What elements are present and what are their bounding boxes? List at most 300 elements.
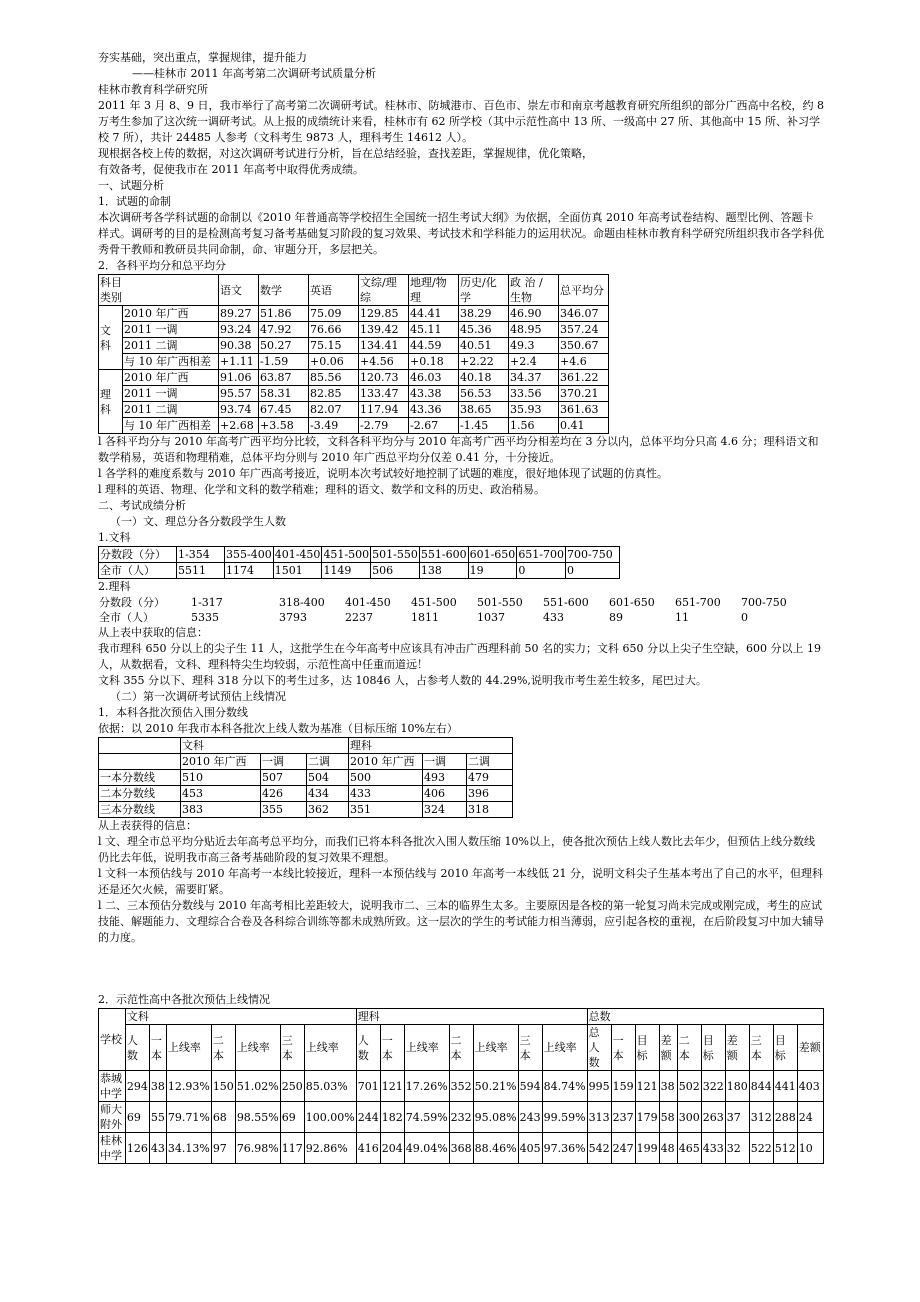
table-cell: 433	[349, 786, 423, 802]
table-cell: 37	[725, 1102, 749, 1133]
table-cell: 1149	[322, 563, 371, 579]
table-cell: 12.93%	[166, 1071, 211, 1102]
cutoff-score-table	[98, 737, 513, 818]
table-cell: 995	[587, 1071, 611, 1102]
table-cell: 79.71%	[166, 1102, 211, 1133]
table-cell: 51.02%	[235, 1071, 280, 1102]
table-cell: 247	[611, 1133, 635, 1164]
sub-heading: （一）文、理总分各分数段学生人数	[110, 515, 286, 528]
table-cell: 368	[449, 1133, 473, 1164]
body-paragraph: 本次调研考各学科试题的命制以《2010 年普通高等学校招生全国统一招生考试大纲》为依据，全面仿真 2010 年高考试卷结构、题型比例、答题卡样式。调研考的目的是检测高考复习备考基础复习阶段的复习效果、考试技术和学科能力的运用状况。命题由桂林市教育科学研究所组织我市各学科优秀骨干教师和教研员共同命制，命、审题分开，多层把关。	[98, 211, 824, 256]
table-cell: 601-650	[469, 548, 516, 561]
table-cell: 244	[356, 1102, 380, 1133]
like-score-distribution-table	[98, 595, 800, 625]
intro-paragraph: 2011 年 3 月 8、9 日，我市举行了高考第二次调研考试。桂林市、防城港市、百色市、崇左市和南京考越教育研究所组织的部分广西高中名校，约 8 万考生参加了这次统一调研考试。从上报的成绩统计来看，桂林市有 62 所学校（其中示范性高中 13 所、一级高中 27 所、其他高中 15 所、补习学校 7 所），共计 24485 人参考（文科考生 9873 人，理科考生 14612 人）。	[98, 99, 824, 144]
table-cell: 362	[307, 802, 349, 818]
table-cell: 322	[701, 1071, 725, 1102]
table-header-cell: 一调	[261, 754, 307, 770]
table-cell: 97	[211, 1133, 235, 1164]
table-header-cell: 2010 年广西	[181, 754, 261, 770]
table-row	[99, 322, 609, 338]
table-cell: 38	[149, 1071, 166, 1102]
table-header-cell: 差额	[659, 1025, 677, 1071]
table-cell: +2.22	[459, 354, 509, 370]
table-cell: 10	[797, 1133, 823, 1164]
table-cell: -2.79	[359, 418, 409, 434]
table-cell: 405	[518, 1133, 542, 1164]
table-cell: 361.63	[559, 402, 609, 418]
table-header-cell: 目标	[773, 1025, 797, 1071]
table-row	[99, 563, 620, 579]
table-cell: 43.36	[409, 402, 459, 418]
table-cell: 50.21%	[473, 1071, 518, 1102]
bullet-item: l 各学科的难度系数与 2010 年广西高考接近，说明本次考试较好地控制了试题的难度，很好地体现了试题的仿真性。	[98, 467, 668, 480]
table-cell: 全市（人）	[99, 563, 177, 579]
table-header-cell: 总数	[587, 1009, 823, 1025]
table-cell: 199	[635, 1133, 659, 1164]
row-label-cell: 师大附外	[99, 1102, 126, 1133]
table-cell: 701	[356, 1071, 380, 1102]
table-cell: 75.15	[309, 338, 359, 354]
table-header-cell: 二本	[677, 1025, 701, 1071]
info-heading: 从上表获得的信息：	[98, 819, 197, 832]
table-cell: 93.24	[219, 322, 259, 338]
table-cell: 11	[675, 611, 689, 624]
table-cell: 383	[181, 802, 261, 818]
row-label-cell: 二本分数线	[99, 786, 181, 802]
table-header-cell: 文科	[181, 738, 349, 754]
table-cell: 243	[518, 1102, 542, 1133]
table-row	[99, 786, 513, 802]
table-cell: +4.56	[359, 354, 409, 370]
table-cell: 91.06	[219, 370, 259, 386]
table-cell: 288	[773, 1102, 797, 1133]
sub-heading: （二）第一次调研考试预估上线情况	[110, 690, 286, 703]
table-header-cell: 文综/理综	[359, 275, 409, 306]
table-header-cell: 一本	[380, 1025, 404, 1071]
table-cell: 500	[349, 770, 423, 786]
table-header-cell: 二调	[307, 754, 349, 770]
table-cell: 0	[741, 611, 748, 624]
table-cell: 126	[125, 1133, 149, 1164]
table-cell: 204	[380, 1133, 404, 1164]
table-cell: 74.59%	[404, 1102, 449, 1133]
document-page	[98, 50, 824, 1164]
row-label-cell: 桂林中学	[99, 1133, 126, 1164]
table-cell: 501-550	[477, 596, 523, 609]
table-row	[99, 1133, 824, 1164]
table-cell: 134.41	[359, 338, 409, 354]
table-cell: 40.18	[459, 370, 509, 386]
table-header-cell: 差额	[797, 1025, 823, 1071]
table-cell: 63.87	[259, 370, 309, 386]
table-cell: 69	[125, 1102, 149, 1133]
sub-heading: 1．本科各批次预估入围分数线	[98, 706, 248, 719]
table-header-cell: 上线率	[473, 1025, 518, 1071]
table-cell: 453	[181, 786, 261, 802]
table-header-cell: 上线率	[304, 1025, 356, 1071]
table-header-cell: 总平均分	[559, 275, 609, 306]
table-cell: 403	[797, 1071, 823, 1102]
table-header-cell: 政 治 / 生物	[509, 275, 559, 306]
table-cell: 426	[261, 786, 307, 802]
table-cell: 49.3	[509, 338, 559, 354]
bullet-item: l 各科平均分与 2010 年高考广西平均分比较，文科各科平均分与 2010 年高考广西平均分相差均在 3 分以内，总体平均分只高 4.6 分；理科语文和数学稍易，英语和物理稍难，总体平均分则与 2010 年广西总平均分仅差 0.41 分，十分接近。	[98, 435, 819, 464]
table-cell: 33.56	[509, 386, 559, 402]
table-header-cell: 上线率	[235, 1025, 280, 1071]
table-cell: 355	[261, 802, 307, 818]
table-cell: 551-600	[543, 596, 589, 609]
table-cell: 357.24	[559, 322, 609, 338]
table-cell: 138	[419, 563, 468, 579]
table-header-cell: 上线率	[166, 1025, 211, 1071]
doc-org: 桂林市教育科学研究所	[98, 83, 208, 96]
table-cell: 99.59%	[542, 1102, 587, 1133]
table-cell: 237	[611, 1102, 635, 1133]
table-cell: 150	[211, 1071, 235, 1102]
table-cell: 370.21	[559, 386, 609, 402]
table-header-cell: 数学	[259, 275, 309, 306]
table-cell: 601-650	[609, 596, 655, 609]
bullet-item: l 二、三本预估分数线与 2010 年高考相比差距较大，说明我市二、三本的临界生太多。主要原因是各校的第一轮复习尚未完成或刚完成，考生的应试技能、解题能力、文理综合合卷及各科综合训练等都未成熟所致。这一层次的学生的考试能力相当薄弱，应引起各校的重视，在后阶段复习中加大辅导的力度。	[98, 899, 824, 944]
table-cell: 58.31	[259, 386, 309, 402]
table-cell: 1811	[411, 611, 439, 624]
table-cell: 351	[349, 802, 423, 818]
table-cell: 89.27	[219, 306, 259, 322]
table-cell: 510	[181, 770, 261, 786]
table-header-cell: 一调	[423, 754, 467, 770]
table-cell: 98.55%	[235, 1102, 280, 1133]
table-cell: 97.36%	[542, 1133, 587, 1164]
sub-heading: 1．试题的命制	[98, 195, 171, 208]
table-header-cell: 英语	[309, 275, 359, 306]
table-cell: 51.86	[259, 306, 309, 322]
table-cell: 506	[371, 563, 420, 579]
table-cell: 100.00%	[304, 1102, 356, 1133]
table-cell: 294	[125, 1071, 149, 1102]
table-cell: 120.73	[359, 370, 409, 386]
table-header-cell: 学校	[99, 1009, 126, 1071]
table-cell: 40.51	[459, 338, 509, 354]
table-cell: 45.36	[459, 322, 509, 338]
table-row	[99, 418, 609, 434]
sub-heading: 2．示范性高中各批次预估上线情况	[98, 993, 270, 1006]
table-row	[99, 306, 609, 322]
body-paragraph: 我市理科 650 分以上的尖子生 11 人，这批学生在今年高考中应该具有冲击广西理科前 50 名的实力；文科 650 分以上尖子生空缺，600 分以上 19 人，从数据看，文科、理科特尖生均较弱，示范性高中任重而道远！	[98, 642, 821, 671]
body-paragraph: 文科 355 分以下、理科 318 分以下的考生过多，达 10846 人，占参考人数的 44.29%,说明我市考生差生较多，尾巴过大。	[98, 674, 707, 687]
table-cell: 1501	[273, 563, 322, 579]
table-cell: 分数段（分）	[99, 547, 177, 563]
table-cell: 117	[280, 1133, 304, 1164]
table-cell: 46.90	[509, 306, 559, 322]
school-cutoff-table	[98, 1008, 824, 1164]
table-cell: 68	[211, 1102, 235, 1133]
intro-paragraph: 有效备考，促使我市在 2011 年高考中取得优秀成绩。	[98, 163, 364, 176]
table-cell: 50.27	[259, 338, 309, 354]
table-cell: 232	[449, 1102, 473, 1133]
table-cell: 5335	[191, 611, 219, 624]
table-cell: 89	[609, 611, 623, 624]
table-cell: 263	[701, 1102, 725, 1133]
table-cell: 300	[677, 1102, 701, 1133]
section-heading: 一、试题分析	[98, 179, 164, 192]
table-cell: 85.03%	[304, 1071, 356, 1102]
table-cell: 5511	[177, 563, 225, 579]
table-cell: 分数段（分）	[99, 596, 165, 609]
table-cell: 19	[468, 563, 517, 579]
table-cell: 522	[749, 1133, 773, 1164]
table-header-cell: 上线率	[404, 1025, 449, 1071]
table-cell: 17.26%	[404, 1071, 449, 1102]
table-cell: 551-600	[420, 548, 467, 561]
table-cell: -1.59	[259, 354, 309, 370]
table-row	[99, 1071, 824, 1102]
table-row	[99, 386, 609, 402]
bullet-item: l 文、理全市总平均分贴近去年高考总平均分，而我们已将本科各批次入围人数压缩 10%以上，使各批次预估上线人数比去年少，但预估上线分数线仍比去年低，说明我市高三备考基础阶段的复习效果不理想。	[98, 835, 815, 864]
table-cell: 504	[307, 770, 349, 786]
table-header-cell: 一本	[611, 1025, 635, 1071]
table-header-cell: 一本	[149, 1025, 166, 1071]
table-cell: 451-500	[323, 548, 370, 561]
sub-heading: 2．各科平均分和总平均分	[98, 259, 226, 272]
table-header-cell: 科目 类别	[99, 275, 219, 306]
table-cell: 1174	[225, 563, 274, 579]
table-header-cell: 语文	[219, 275, 259, 306]
table-cell: 507	[261, 770, 307, 786]
table-cell: 182	[380, 1102, 404, 1133]
table-cell: 95.08%	[473, 1102, 518, 1133]
table-header-cell: 人数	[125, 1025, 149, 1071]
table-cell: 48	[659, 1133, 677, 1164]
table-cell: 313	[587, 1102, 611, 1133]
table-cell: 501-550	[372, 548, 418, 561]
table-cell: 49.04%	[404, 1133, 449, 1164]
table-cell: 76.66	[309, 322, 359, 338]
table-cell: 312	[749, 1102, 773, 1133]
table-cell: 121	[380, 1071, 404, 1102]
table-header-cell: 二本	[211, 1025, 235, 1071]
table-cell: +4.6	[559, 354, 609, 370]
table-cell: 93.74	[219, 402, 259, 418]
table-cell: 434	[307, 786, 349, 802]
table-cell: 56.53	[459, 386, 509, 402]
table-cell: 2237	[345, 611, 373, 624]
table-cell: 43.38	[409, 386, 459, 402]
row-label-cell: 与 10 年广西相差	[123, 354, 219, 370]
average-score-table	[98, 274, 609, 434]
table-cell: 95.57	[219, 386, 259, 402]
row-label-cell: 2010 年广西	[123, 306, 219, 322]
table-cell: 844	[749, 1071, 773, 1102]
table-cell: 542	[587, 1133, 611, 1164]
table-cell: 406	[423, 786, 467, 802]
table-cell: 479	[467, 770, 513, 786]
table-cell: 38	[659, 1071, 677, 1102]
doc-subtitle: ——桂林市 2011 年高考第二次调研考试质量分析	[132, 67, 376, 80]
table-cell: 352	[449, 1071, 473, 1102]
row-label-cell: 恭城中学	[99, 1071, 126, 1102]
table-cell: 85.56	[309, 370, 359, 386]
table-row	[98, 610, 800, 625]
table-cell: 1-317	[191, 596, 223, 609]
table-cell: 34.37	[509, 370, 559, 386]
table-cell: 38.29	[459, 306, 509, 322]
table-cell: 250	[280, 1071, 304, 1102]
intro-paragraph: 现根据各校上传的数据，对这次调研考试进行分析，旨在总结经验，查找差距，掌握规律，优化策略，	[98, 147, 593, 160]
table-cell: 651-700	[675, 596, 721, 609]
row-label-cell: 与 10 年广西相差	[123, 418, 219, 434]
table-cell: 90.38	[219, 338, 259, 354]
table-header-cell: 二本	[449, 1025, 473, 1071]
section-heading: 二、考试成绩分析	[98, 499, 186, 512]
row-label-cell: 2011 二调	[123, 338, 219, 354]
table-cell: 38.65	[459, 402, 509, 418]
table-cell: 493	[423, 770, 467, 786]
table-cell	[99, 754, 181, 770]
table-cell: 416	[356, 1133, 380, 1164]
bullet-item: l 文科一本预估线与 2010 年高考一本线比较接近，理科一本预估线与 2010 年高考一本线低 21 分，说明文科尖子生基本考出了自己的水平，但理科还是还欠火候，需要盯紧。	[98, 867, 823, 896]
table-cell: 350.67	[559, 338, 609, 354]
table-cell: 46.03	[409, 370, 459, 386]
table-cell: 133.47	[359, 386, 409, 402]
table-cell: 82.85	[309, 386, 359, 402]
table-cell: 441	[773, 1071, 797, 1102]
table-cell: 159	[611, 1071, 635, 1102]
table-cell: 361.22	[559, 370, 609, 386]
table-cell: 82.07	[309, 402, 359, 418]
table-cell: 139.42	[359, 322, 409, 338]
table-cell: 1-354	[177, 547, 225, 563]
table-cell: 451-500	[411, 596, 457, 609]
sub-heading: 2.理科	[98, 580, 131, 593]
table-cell: -1.45	[459, 418, 509, 434]
table-row	[99, 402, 609, 418]
table-header-cell: 地理/物理	[409, 275, 459, 306]
sub-heading: 1.文科	[98, 531, 131, 544]
table-cell: 465	[677, 1133, 701, 1164]
table-cell: +0.18	[409, 354, 459, 370]
table-header-cell: 人数	[356, 1025, 380, 1071]
row-label-cell: 三本分数线	[99, 802, 181, 818]
table-row	[99, 370, 609, 386]
table-header-cell: 理科	[356, 1009, 587, 1025]
table-cell: 全市（人）	[99, 611, 154, 624]
table-cell: +2.68	[219, 418, 259, 434]
table-header-cell: 目标	[701, 1025, 725, 1071]
wenke-score-distribution-table	[98, 546, 620, 579]
row-label-cell: 一本分数线	[99, 770, 181, 786]
table-cell: -2.67	[409, 418, 459, 434]
table-cell: 43	[149, 1133, 166, 1164]
table-cell: +0.06	[309, 354, 359, 370]
table-cell: 594	[518, 1071, 542, 1102]
table-cell: 69	[280, 1102, 304, 1133]
table-cell: 401-450	[274, 548, 321, 561]
table-cell: 88.46%	[473, 1133, 518, 1164]
table-cell: +3.58	[259, 418, 309, 434]
table-cell: 92.86%	[304, 1133, 356, 1164]
table-cell	[99, 738, 181, 754]
table-header-cell: 三本	[518, 1025, 542, 1071]
table-cell: 700-750	[741, 596, 787, 609]
table-cell: 0.41	[559, 418, 609, 434]
body-paragraph: 依据：以 2010 年我市本科各批次上线人数为基准（目标压缩 10%左右）	[98, 722, 458, 735]
table-cell: 45.11	[409, 322, 459, 338]
group-label-cell: 文科	[99, 306, 123, 370]
row-label-cell: 2010 年广西	[123, 370, 219, 386]
table-row	[99, 770, 513, 786]
table-cell: 502	[677, 1071, 701, 1102]
group-label-cell: 理科	[99, 370, 123, 434]
table-cell: 0	[517, 563, 566, 579]
info-heading: 从上表中获取的信息：	[98, 626, 208, 639]
table-cell: 3793	[279, 611, 307, 624]
table-row	[99, 802, 513, 818]
table-cell: 318-400	[279, 596, 325, 609]
table-row	[99, 354, 609, 370]
table-cell: 1037	[477, 611, 505, 624]
table-cell: 1.56	[509, 418, 559, 434]
table-cell: 121	[635, 1071, 659, 1102]
table-cell: 179	[635, 1102, 659, 1133]
table-cell: 34.13%	[166, 1133, 211, 1164]
table-cell: 180	[725, 1071, 749, 1102]
table-header-cell: 三本	[280, 1025, 304, 1071]
table-cell: 433	[543, 611, 564, 624]
table-cell: 47.92	[259, 322, 309, 338]
table-cell: 44.59	[409, 338, 459, 354]
table-row	[99, 1102, 824, 1133]
table-cell: 346.07	[559, 306, 609, 322]
table-cell: 512	[773, 1133, 797, 1164]
table-cell: 355-400	[226, 548, 272, 561]
table-header-cell: 上线率	[542, 1025, 587, 1071]
table-row	[99, 547, 620, 563]
table-cell: 58	[659, 1102, 677, 1133]
table-cell: 318	[467, 802, 513, 818]
table-cell: 76.98%	[235, 1133, 280, 1164]
table-cell: 117.94	[359, 402, 409, 418]
table-cell: 396	[467, 786, 513, 802]
table-cell: 67.45	[259, 402, 309, 418]
table-header-cell: 历史/化学	[459, 275, 509, 306]
row-label-cell: 2011 二调	[123, 402, 219, 418]
table-cell: +2.4	[509, 354, 559, 370]
doc-title: 夯实基础，突出重点，掌握规律，提升能力	[98, 51, 307, 64]
table-header-cell: 差额	[725, 1025, 749, 1071]
row-label-cell: 2011 一调	[123, 386, 219, 402]
table-cell: 24	[797, 1102, 823, 1133]
table-cell: +1.11	[219, 354, 259, 370]
table-header-cell: 总人数	[587, 1025, 611, 1071]
table-cell: 75.09	[309, 306, 359, 322]
table-cell: 48.95	[509, 322, 559, 338]
table-cell: 44.41	[409, 306, 459, 322]
row-label-cell: 2011 一调	[123, 322, 219, 338]
table-cell: 35.93	[509, 402, 559, 418]
table-cell: -3.49	[309, 418, 359, 434]
table-row	[98, 595, 800, 610]
table-header-cell: 三本	[749, 1025, 773, 1071]
table-row	[99, 338, 609, 354]
table-cell: 433	[701, 1133, 725, 1164]
table-cell: 651-700	[518, 548, 565, 561]
table-cell: 129.85	[359, 306, 409, 322]
table-cell: 401-450	[345, 596, 391, 609]
table-header-cell: 理科	[349, 738, 513, 754]
table-cell: 32	[725, 1133, 749, 1164]
table-cell: 55	[149, 1102, 166, 1133]
